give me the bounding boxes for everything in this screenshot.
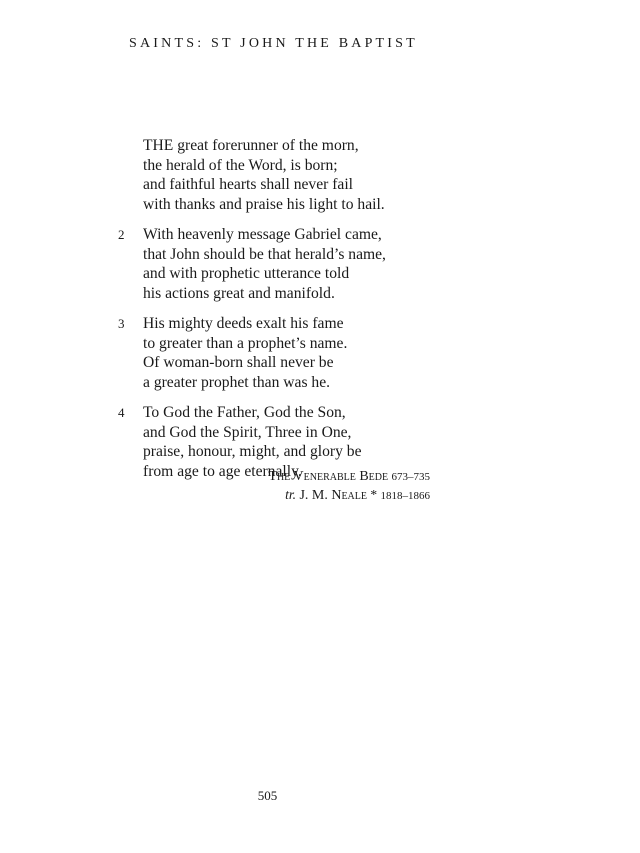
verse-line: and with prophetic utterance told bbox=[143, 265, 350, 282]
translator-line bbox=[160, 486, 430, 505]
verse-number: 2 bbox=[118, 227, 125, 242]
translator-dates: 1818–1866 bbox=[380, 490, 430, 502]
author-name: The Venerable Bede bbox=[268, 469, 389, 484]
verse-line: his actions great and manifold. bbox=[143, 284, 335, 302]
verse-line: a greater prophet than was he. bbox=[143, 373, 331, 391]
verse-1 bbox=[110, 136, 530, 214]
hymn-text bbox=[110, 136, 530, 492]
verse-line: His mighty deeds exalt his fame bbox=[143, 315, 344, 332]
verse-number: 4 bbox=[118, 405, 125, 420]
verse-line: and faithful hearts shall never fail bbox=[143, 176, 353, 193]
page-number: 505 bbox=[257, 788, 278, 803]
verse-number: 3 bbox=[118, 316, 125, 331]
verse-line: praise, honour, might, and glory be bbox=[143, 443, 362, 460]
altered-mark: * bbox=[370, 487, 378, 502]
verse-line: that John should be that herald’s name, bbox=[143, 245, 386, 263]
verse-line: from age to age eternally. bbox=[143, 462, 302, 480]
verse-line: THE great forerunner of the morn, bbox=[143, 137, 359, 154]
attribution bbox=[160, 467, 430, 505]
verse-line: and God the Spirit, Three in One, bbox=[143, 423, 352, 441]
verse-line: to greater than a prophet’s name. bbox=[143, 334, 348, 352]
verse-line: with thanks and praise his light to hail. bbox=[143, 195, 385, 213]
translator-name: J. M. Neale bbox=[299, 488, 367, 503]
author-dates: 673–735 bbox=[391, 471, 430, 483]
running-head: SAINTS: ST JOHN THE BAPTIST bbox=[129, 36, 418, 51]
verse-2 bbox=[110, 225, 530, 303]
verse-3 bbox=[110, 314, 530, 392]
verse-line: With heavenly message Gabriel came, bbox=[143, 226, 382, 243]
translator-prefix: tr. bbox=[285, 487, 297, 502]
author-line bbox=[160, 467, 430, 486]
verse-line: the herald of the Word, is born; bbox=[143, 156, 338, 174]
verse-line: Of woman-born shall never be bbox=[143, 354, 334, 371]
verse-line: To God the Father, God the Son, bbox=[143, 404, 346, 421]
